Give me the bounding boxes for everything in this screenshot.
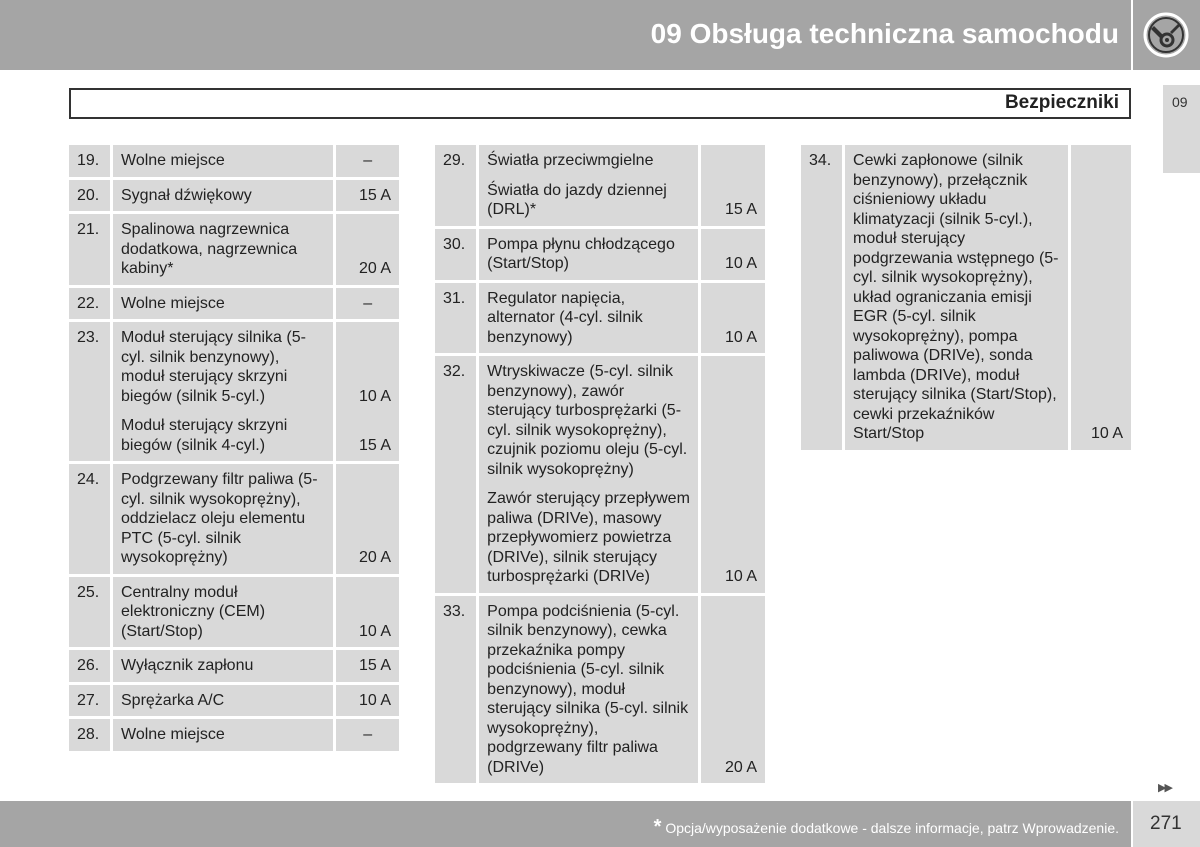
fuse-description-text: Pompa płynu chłodzącego (Start/Stop) bbox=[487, 235, 675, 272]
fuse-number: 33. bbox=[435, 596, 476, 784]
chapter-tab[interactable] bbox=[1163, 85, 1200, 173]
fuse-description-text: Wolne miejsce bbox=[121, 152, 225, 169]
fuse-row bbox=[435, 596, 765, 784]
section-bar bbox=[69, 88, 1131, 119]
page-number-box bbox=[1133, 801, 1200, 847]
fuse-amperage-value: 15 A bbox=[724, 201, 757, 218]
fuse-amperage-value: 15 A bbox=[358, 186, 391, 204]
fuse-description bbox=[110, 577, 333, 648]
fuse-amperage bbox=[698, 356, 765, 593]
fuse-description bbox=[476, 356, 698, 593]
fuse-description-text: Spalinowa nagrzewnica dodatkowa, nagrzewnica kabiny* bbox=[121, 221, 298, 277]
fuse-table-middle bbox=[435, 142, 765, 786]
fuse-amperage-value: – bbox=[363, 294, 373, 312]
fuse-amperage-value: 10 A bbox=[724, 255, 757, 272]
fuse-amperage bbox=[333, 650, 399, 682]
fuse-description-text: Światła do jazdy dziennej (DRL)* bbox=[487, 181, 667, 218]
fuse-description-text: Wolne miejsce bbox=[121, 294, 225, 312]
fuse-row bbox=[69, 577, 399, 648]
fuse-description-text: Moduł sterujący skrzyni biegów (silnik 4-cyl.) bbox=[121, 417, 288, 454]
fuse-row bbox=[69, 650, 399, 682]
fuse-table-left bbox=[69, 142, 399, 754]
fuse-description bbox=[110, 322, 333, 461]
fuse-amperage bbox=[333, 464, 399, 574]
fuse-amperage-value: 10 A bbox=[1090, 425, 1123, 442]
fuse-description-text: Wtryskiwacze (5-cyl. silnik benzynowy), zawór sterujący turbosprężarki (5-cyl. silnik wysokoprężny), czujnik poziomu oleju (5-cyl. silnik wysokoprężny) bbox=[487, 363, 688, 478]
fuse-row bbox=[69, 288, 399, 320]
fuse-description bbox=[110, 685, 333, 717]
fuse-amperage-value: – bbox=[363, 152, 373, 169]
fuse-amperage bbox=[333, 719, 399, 751]
fuse-row bbox=[69, 322, 399, 461]
fuse-number: 27. bbox=[69, 685, 110, 717]
footnote bbox=[654, 816, 1119, 839]
fuse-description-text: Sprężarka A/C bbox=[121, 691, 225, 709]
fuse-amperage-value: 10 A bbox=[358, 622, 391, 640]
fuse-number: 29. bbox=[435, 145, 476, 226]
next-page-icon[interactable]: ▶▶ bbox=[1158, 782, 1171, 794]
page-footer bbox=[0, 801, 1131, 847]
fuse-amperage bbox=[698, 229, 765, 280]
fuse-number: 32. bbox=[435, 356, 476, 593]
fuse-amperage bbox=[333, 180, 399, 212]
fuse-amperage-value: 20 A bbox=[358, 549, 391, 566]
fuse-amperage-value: 15 A bbox=[358, 657, 391, 674]
footnote-star: * bbox=[653, 816, 662, 838]
fuse-description bbox=[110, 288, 333, 320]
fuse-description-text: Wyłącznik zapłonu bbox=[121, 657, 254, 674]
fuse-description bbox=[476, 596, 698, 784]
fuse-amperage bbox=[333, 288, 399, 320]
fuse-row bbox=[69, 685, 399, 717]
fuse-amperage-value: 10 A bbox=[724, 568, 757, 585]
fuse-number: 23. bbox=[69, 322, 110, 461]
fuse-number: 24. bbox=[69, 464, 110, 574]
fuse-description bbox=[842, 145, 1068, 450]
fuse-amperage-value: 10 A bbox=[724, 328, 757, 346]
fuse-description bbox=[110, 464, 333, 574]
fuse-amperage-value: 20 A bbox=[358, 260, 391, 277]
fuse-row bbox=[435, 283, 765, 354]
fuse-row bbox=[435, 145, 765, 226]
fuse-amperage bbox=[333, 214, 399, 285]
fuse-description bbox=[110, 145, 333, 177]
fuse-table-right bbox=[801, 142, 1131, 453]
fuse-description-text: Moduł sterujący silnika (5-cyl. silnik benzynowy), moduł sterujący skrzyni biegów (silnik 5-cyl.) bbox=[121, 329, 306, 405]
fuse-row bbox=[801, 145, 1131, 450]
fuse-number: 34. bbox=[801, 145, 842, 450]
fuse-description-text: Sygnał dźwiękowy bbox=[121, 186, 252, 204]
section-title: Bezpieczniki bbox=[1004, 92, 1119, 113]
fuse-amperage bbox=[1068, 145, 1131, 450]
fuse-amperage bbox=[333, 322, 399, 461]
fuse-number: 26. bbox=[69, 650, 110, 682]
chapter-tab-label: 09 bbox=[1172, 94, 1188, 110]
fuse-amperage bbox=[333, 577, 399, 648]
fuse-amperage-value: 20 A bbox=[724, 758, 757, 776]
footnote-text: Opcja/wyposażenie dodatkowe - dalsze informacje, patrz Wprowadzenie. bbox=[665, 820, 1119, 836]
fuse-amperage-value: 15 A bbox=[358, 436, 391, 454]
fuse-number: 21. bbox=[69, 214, 110, 285]
fuse-row bbox=[69, 145, 399, 177]
fuse-description-text: Wolne miejsce bbox=[121, 726, 225, 743]
fuse-row bbox=[435, 229, 765, 280]
fuse-row bbox=[69, 214, 399, 285]
fuse-description-text: Regulator napięcia, alternator (4-cyl. silnik benzynowy) bbox=[487, 289, 643, 346]
fuse-number: 28. bbox=[69, 719, 110, 751]
page-header bbox=[0, 0, 1131, 70]
fuse-amperage-value: 10 A bbox=[358, 387, 391, 405]
chapter-title: 09 Obsługa techniczna samochodu bbox=[650, 18, 1119, 49]
fuse-number: 19. bbox=[69, 145, 110, 177]
fuse-amperage bbox=[333, 685, 399, 717]
fuse-number: 20. bbox=[69, 180, 110, 212]
wrench-gear-icon bbox=[1143, 12, 1189, 58]
fuse-row bbox=[69, 719, 399, 751]
fuse-amperage bbox=[333, 145, 399, 177]
fuse-amperage bbox=[698, 283, 765, 354]
chapter-icon-box bbox=[1133, 0, 1200, 70]
fuse-description bbox=[110, 214, 333, 285]
fuse-number: 22. bbox=[69, 288, 110, 320]
fuse-row bbox=[69, 464, 399, 574]
fuse-description-text: Podgrzewany filtr paliwa (5-cyl. silnik wysokoprężny), oddzielacz oleju elementu PTC (5-cyl. silnik wysokoprężny) bbox=[121, 471, 318, 566]
fuse-amperage bbox=[698, 596, 765, 784]
fuse-amperage bbox=[698, 145, 765, 226]
fuse-description bbox=[476, 283, 698, 354]
fuse-amperage-value: 10 A bbox=[358, 691, 391, 709]
fuse-amperage-value: – bbox=[363, 726, 373, 743]
fuse-description-text: Cewki zapłonowe (silnik benzynowy), przełącznik ciśnieniowy układu klimatyzacji (silnik 5-cyl.), moduł sterujący podgrzewania wstępnego (5-cyl. silnik wysokoprężny), układ ograniczania emisji EGR (5-cyl. silnik wysokoprężny), pompa paliwowa (DRIVe), sonda lambda (DRIVe), moduł sterujący silnika (Start/Stop), cewki przekaźników Start/Stop bbox=[853, 152, 1059, 442]
fuse-row bbox=[435, 356, 765, 593]
fuse-description bbox=[110, 650, 333, 682]
fuse-number: 30. bbox=[435, 229, 476, 280]
fuse-number: 31. bbox=[435, 283, 476, 354]
fuse-description bbox=[476, 145, 698, 226]
fuse-description bbox=[110, 180, 333, 212]
fuse-row bbox=[69, 180, 399, 212]
fuse-description-text: Centralny moduł elektroniczny (CEM) (Start/Stop) bbox=[121, 583, 266, 640]
fuse-description bbox=[110, 719, 333, 751]
fuse-description-text: Zawór sterujący przepływem paliwa (DRIVe), masowy przepływomierz powietrza (DRIVe), silnik sterujący turbosprężarki (DRIVe) bbox=[487, 490, 690, 585]
fuse-description bbox=[476, 229, 698, 280]
fuse-description-text: Światła przeciwmgielne bbox=[487, 152, 654, 169]
fuse-description-text: Pompa podciśnienia (5-cyl. silnik benzynowy), cewka przekaźnika pompy podciśnienia (5-cyl. silnik benzynowy), moduł sterujący silnika (5-cyl. silnik wysokoprężny), podgrzewany filtr paliwa (DRIVe) bbox=[487, 602, 689, 776]
fuse-number: 25. bbox=[69, 577, 110, 648]
page-number: 271 bbox=[1150, 813, 1182, 834]
